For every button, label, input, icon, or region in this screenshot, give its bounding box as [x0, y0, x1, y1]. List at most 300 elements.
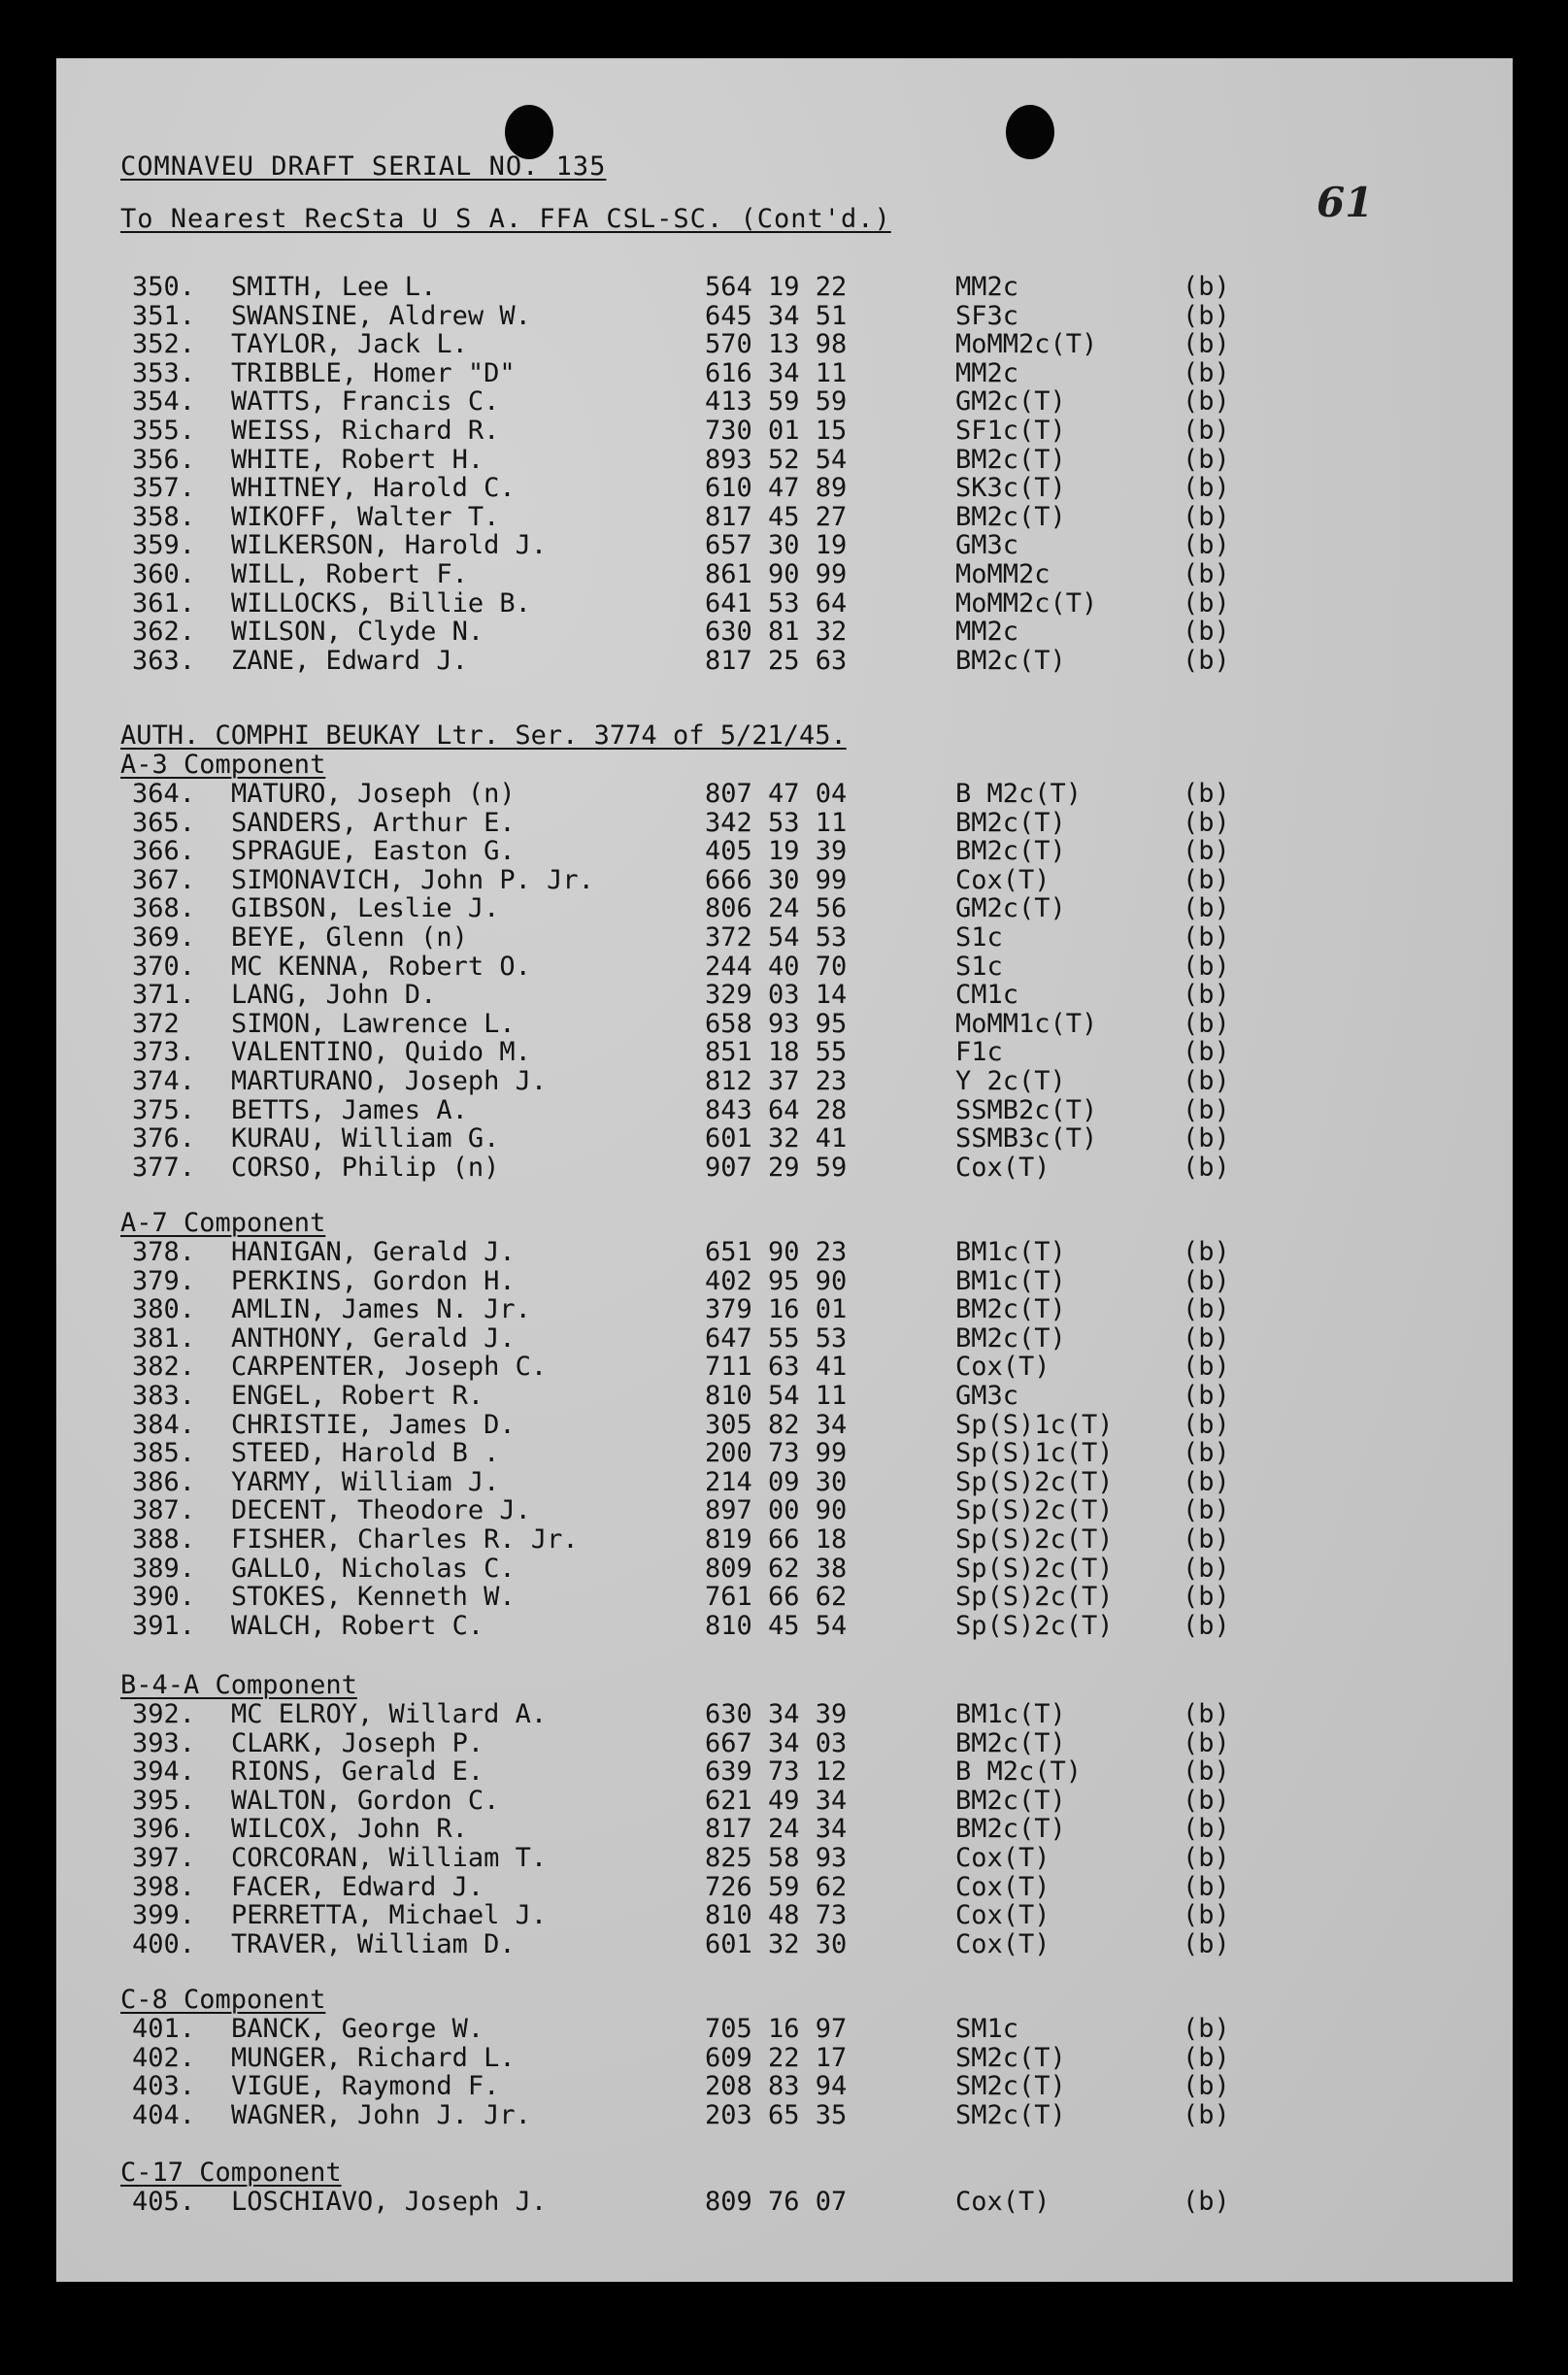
- rating: Sp(S)2c(T): [955, 1554, 1114, 1584]
- rating: BM2c(T): [955, 1786, 1066, 1816]
- status-code: (b): [1183, 808, 1230, 838]
- draft-serial-title: COMNAVEU DRAFT SERIAL NO. 135: [120, 151, 607, 182]
- row-number: 357.: [132, 473, 196, 503]
- rating: BM2c(T): [955, 808, 1066, 838]
- rating: MoMM2c(T): [955, 588, 1098, 619]
- status-code: (b): [1183, 1438, 1230, 1468]
- roster-row: [56, 779, 1513, 808]
- service-number: 601 32 30: [705, 1929, 848, 1959]
- row-number: 404.: [132, 2100, 196, 2130]
- rating: MoMM2c(T): [955, 329, 1098, 359]
- rating: BM1c(T): [955, 1699, 1066, 1729]
- rating: SF3c: [955, 301, 1019, 331]
- row-number: 370.: [132, 952, 196, 982]
- row-number: 395.: [132, 1786, 196, 1816]
- row-number: 351.: [132, 301, 196, 331]
- status-code: (b): [1183, 2100, 1230, 2130]
- roster-row: [56, 386, 1513, 416]
- rating: SSMB3c(T): [955, 1123, 1098, 1154]
- service-number: 761 66 62: [705, 1582, 848, 1612]
- rating: BM2c(T): [955, 1814, 1066, 1844]
- roster-row: [56, 1153, 1513, 1182]
- person-name: SPRAGUE, Easton G.: [231, 836, 516, 866]
- roster-row: [56, 2187, 1513, 2216]
- row-number: 369.: [132, 922, 196, 953]
- service-number: 907 29 59: [705, 1153, 848, 1183]
- rating: SM2c(T): [955, 2071, 1066, 2101]
- status-code: (b): [1183, 1611, 1230, 1641]
- status-code: (b): [1183, 2071, 1230, 2101]
- component-heading: A-7 Component: [120, 1208, 326, 1238]
- row-number: 365.: [132, 808, 196, 838]
- row-number: 366.: [132, 836, 196, 866]
- status-code: (b): [1183, 1495, 1230, 1525]
- person-name: MARTURANO, Joseph J.: [231, 1066, 548, 1096]
- row-number: 398.: [132, 1872, 196, 1902]
- person-name: CORSO, Philip (n): [231, 1153, 500, 1183]
- service-number: 621 49 34: [705, 1786, 848, 1816]
- status-code: (b): [1183, 1009, 1230, 1039]
- status-code: (b): [1183, 1294, 1230, 1324]
- rating: Sp(S)2c(T): [955, 1582, 1114, 1612]
- person-name: BANCK, George W.: [231, 2014, 484, 2044]
- rating: BM1c(T): [955, 1237, 1066, 1267]
- status-code: (b): [1183, 473, 1230, 503]
- service-number: 329 03 14: [705, 980, 848, 1010]
- status-code: (b): [1183, 1323, 1230, 1354]
- service-number: 705 16 97: [705, 2014, 848, 2044]
- status-code: (b): [1183, 329, 1230, 359]
- person-name: WHITE, Robert H.: [231, 445, 484, 475]
- status-code: (b): [1183, 1900, 1230, 1930]
- person-name: FACER, Edward J.: [231, 1872, 484, 1902]
- service-number: 726 59 62: [705, 1872, 848, 1902]
- person-name: SIMONAVICH, John P. Jr.: [231, 865, 594, 895]
- service-number: 200 73 99: [705, 1438, 848, 1468]
- roster-row: [56, 301, 1513, 330]
- row-number: 382.: [132, 1352, 196, 1382]
- person-name: SWANSINE, Aldrew W.: [231, 301, 531, 331]
- row-number: 353.: [132, 358, 196, 388]
- service-number: 610 47 89: [705, 473, 848, 503]
- service-number: 667 34 03: [705, 1728, 848, 1758]
- rating: Cox(T): [955, 1352, 1051, 1382]
- status-code: (b): [1183, 952, 1230, 982]
- roster-row: [56, 416, 1513, 445]
- rating: GM2c(T): [955, 386, 1066, 417]
- rating: SM1c: [955, 2014, 1019, 2044]
- rating: BM2c(T): [955, 1728, 1066, 1758]
- person-name: AMLIN, James N. Jr.: [231, 1294, 531, 1324]
- status-code: (b): [1183, 1352, 1230, 1382]
- row-number: 403.: [132, 2071, 196, 2101]
- roster-row: [56, 1066, 1513, 1095]
- status-code: (b): [1183, 1095, 1230, 1125]
- person-name: WILKERSON, Harold J.: [231, 530, 548, 560]
- rating: MM2c: [955, 272, 1019, 302]
- roster-row: [56, 1266, 1513, 1295]
- status-code: (b): [1183, 779, 1230, 809]
- person-name: ANTHONY, Gerald J.: [231, 1323, 516, 1354]
- person-name: WATTS, Francis C.: [231, 386, 500, 417]
- roster-row: [56, 952, 1513, 981]
- status-code: (b): [1183, 1237, 1230, 1267]
- status-code: (b): [1183, 2187, 1230, 2217]
- row-number: 386.: [132, 1467, 196, 1497]
- status-code: (b): [1183, 1699, 1230, 1729]
- roster-row: [56, 1843, 1513, 1872]
- roster-row: [56, 445, 1513, 474]
- row-number: 350.: [132, 272, 196, 302]
- rating: MoMM2c: [955, 559, 1051, 589]
- rating: Cox(T): [955, 865, 1051, 895]
- person-name: WEISS, Richard R.: [231, 416, 500, 446]
- row-number: 362.: [132, 617, 196, 647]
- row-number: 405.: [132, 2187, 196, 2217]
- person-name: FISHER, Charles R. Jr.: [231, 1524, 579, 1555]
- row-number: 392.: [132, 1699, 196, 1729]
- service-number: 641 53 64: [705, 588, 848, 619]
- row-number: 359.: [132, 530, 196, 560]
- person-name: GALLO, Nicholas C.: [231, 1554, 516, 1584]
- rating: Sp(S)2c(T): [955, 1524, 1114, 1555]
- row-number: 373.: [132, 1037, 196, 1067]
- roster-row: [56, 1756, 1513, 1786]
- person-name: WIKOFF, Walter T.: [231, 502, 500, 532]
- roster-row: [56, 329, 1513, 358]
- service-number: 402 95 90: [705, 1266, 848, 1296]
- person-name: DECENT, Theodore J.: [231, 1495, 531, 1525]
- roster-row: [56, 1929, 1513, 1958]
- row-number: 363.: [132, 646, 196, 676]
- roster-row: [56, 1495, 1513, 1524]
- roster-row: [56, 1611, 1513, 1640]
- roster-row: [56, 559, 1513, 588]
- status-code: (b): [1183, 1843, 1230, 1873]
- row-number: 355.: [132, 416, 196, 446]
- status-code: (b): [1183, 1786, 1230, 1816]
- rating: Sp(S)2c(T): [955, 1495, 1114, 1525]
- status-code: (b): [1183, 588, 1230, 619]
- service-number: 564 19 22: [705, 272, 848, 302]
- status-code: (b): [1183, 865, 1230, 895]
- component-heading: A-3 Component: [120, 750, 326, 780]
- row-number: 385.: [132, 1438, 196, 1468]
- roster-row: [56, 1467, 1513, 1496]
- rating: F1c: [955, 1037, 1003, 1067]
- row-number: 375.: [132, 1095, 196, 1125]
- rating: SK3c(T): [955, 473, 1066, 503]
- row-number: 402.: [132, 2043, 196, 2073]
- rating: Cox(T): [955, 1929, 1051, 1959]
- row-number: 367.: [132, 865, 196, 895]
- row-number: 401.: [132, 2014, 196, 2044]
- status-code: (b): [1183, 358, 1230, 388]
- service-number: 609 22 17: [705, 2043, 848, 2073]
- status-code: (b): [1183, 1929, 1230, 1959]
- rating: BM2c(T): [955, 502, 1066, 532]
- row-number: 354.: [132, 386, 196, 417]
- person-name: TAYLOR, Jack L.: [231, 329, 468, 359]
- rating: Sp(S)1c(T): [955, 1438, 1114, 1468]
- row-number: 358.: [132, 502, 196, 532]
- service-number: 342 53 11: [705, 808, 848, 838]
- status-code: (b): [1183, 1728, 1230, 1758]
- person-name: VIGUE, Raymond F.: [231, 2071, 500, 2101]
- person-name: STOKES, Kenneth W.: [231, 1582, 516, 1612]
- rating: MM2c: [955, 358, 1019, 388]
- person-name: WAGNER, John J. Jr.: [231, 2100, 531, 2130]
- service-number: 817 45 27: [705, 502, 848, 532]
- person-name: SMITH, Lee L.: [231, 272, 437, 302]
- rating: S1c: [955, 952, 1003, 982]
- punch-hole: [1006, 105, 1054, 159]
- rating: BM2c(T): [955, 646, 1066, 676]
- rating: SF1c(T): [955, 416, 1066, 446]
- status-code: (b): [1183, 893, 1230, 923]
- roster-row: [56, 1699, 1513, 1728]
- service-number: 893 52 54: [705, 445, 848, 475]
- roster-row: [56, 1123, 1513, 1153]
- row-number: 376.: [132, 1123, 196, 1154]
- roster-row: [56, 272, 1513, 301]
- service-number: 305 82 34: [705, 1410, 848, 1440]
- rating: MoMM1c(T): [955, 1009, 1098, 1039]
- roster-row: [56, 893, 1513, 922]
- service-number: 812 37 23: [705, 1066, 848, 1096]
- person-name: CARPENTER, Joseph C.: [231, 1352, 548, 1382]
- row-number: 380.: [132, 1294, 196, 1324]
- row-number: 371.: [132, 980, 196, 1010]
- rating: CM1c: [955, 980, 1019, 1010]
- roster-row: [56, 808, 1513, 837]
- component-heading: C-8 Component: [120, 1985, 326, 2015]
- row-number: 391.: [132, 1611, 196, 1641]
- status-code: (b): [1183, 1266, 1230, 1296]
- roster-row: [56, 1786, 1513, 1815]
- person-name: WHITNEY, Harold C.: [231, 473, 516, 503]
- service-number: 711 63 41: [705, 1352, 848, 1382]
- person-name: ENGEL, Robert R.: [231, 1381, 484, 1411]
- roster-row: [56, 646, 1513, 675]
- roster-row: [56, 502, 1513, 531]
- service-number: 208 83 94: [705, 2071, 848, 2101]
- person-name: WILLOCKS, Billie B.: [231, 588, 531, 619]
- service-number: 214 09 30: [705, 1467, 848, 1497]
- component-heading: C-17 Component: [120, 2158, 342, 2188]
- service-number: 843 64 28: [705, 1095, 848, 1125]
- service-number: 630 34 39: [705, 1699, 848, 1729]
- service-number: 861 90 99: [705, 559, 848, 589]
- row-number: 360.: [132, 559, 196, 589]
- service-number: 825 58 93: [705, 1843, 848, 1873]
- service-number: 601 32 41: [705, 1123, 848, 1154]
- person-name: VALENTINO, Quido M.: [231, 1037, 531, 1067]
- status-code: (b): [1183, 980, 1230, 1010]
- person-name: LOSCHIAVO, Joseph J.: [231, 2187, 548, 2217]
- person-name: MUNGER, Richard L.: [231, 2043, 516, 2073]
- person-name: TRAVER, William D.: [231, 1929, 516, 1959]
- service-number: 630 81 32: [705, 617, 848, 647]
- service-number: 658 93 95: [705, 1009, 848, 1039]
- person-name: PERRETTA, Michael J.: [231, 1900, 548, 1930]
- row-number: 387.: [132, 1495, 196, 1525]
- service-number: 651 90 23: [705, 1237, 848, 1267]
- rating: B M2c(T): [955, 779, 1083, 809]
- service-number: 810 54 11: [705, 1381, 848, 1411]
- status-code: (b): [1183, 1582, 1230, 1612]
- person-name: ZANE, Edward J.: [231, 646, 468, 676]
- row-number: 352.: [132, 329, 196, 359]
- service-number: 809 62 38: [705, 1554, 848, 1584]
- row-number: 388.: [132, 1524, 196, 1555]
- rating: BM2c(T): [955, 1323, 1066, 1354]
- row-number: 399.: [132, 1900, 196, 1930]
- row-number: 383.: [132, 1381, 196, 1411]
- status-code: (b): [1183, 1814, 1230, 1844]
- status-code: (b): [1183, 617, 1230, 647]
- status-code: (b): [1183, 502, 1230, 532]
- rating: GM3c: [955, 1381, 1019, 1411]
- roster-row: [56, 1872, 1513, 1901]
- service-number: 570 13 98: [705, 329, 848, 359]
- status-code: (b): [1183, 1410, 1230, 1440]
- component-heading: B-4-A Component: [120, 1670, 357, 1700]
- person-name: LANG, John D.: [231, 980, 437, 1010]
- rating: Y 2c(T): [955, 1066, 1066, 1096]
- roster-row: [56, 1381, 1513, 1410]
- person-name: WALTON, Gordon C.: [231, 1786, 500, 1816]
- status-code: (b): [1183, 922, 1230, 953]
- status-code: (b): [1183, 1554, 1230, 1584]
- roster-row: [56, 2014, 1513, 2043]
- status-code: (b): [1183, 301, 1230, 331]
- roster-row: [56, 1294, 1513, 1323]
- row-number: 379.: [132, 1266, 196, 1296]
- row-number: 393.: [132, 1728, 196, 1758]
- destination-subtitle: To Nearest RecSta U S A. FFA CSL-SC. (Cont'd.): [120, 204, 891, 234]
- rating: SM2c(T): [955, 2043, 1066, 2073]
- status-code: (b): [1183, 272, 1230, 302]
- status-code: (b): [1183, 2014, 1230, 2044]
- roster-row: [56, 358, 1513, 387]
- rating: Sp(S)2c(T): [955, 1467, 1114, 1497]
- roster-row: [56, 1524, 1513, 1554]
- roster-row: [56, 1095, 1513, 1124]
- service-number: 657 30 19: [705, 530, 848, 560]
- roster-row: [56, 1554, 1513, 1583]
- rating: GM2c(T): [955, 893, 1066, 923]
- service-number: 810 48 73: [705, 1900, 848, 1930]
- person-name: HANIGAN, Gerald J.: [231, 1237, 516, 1267]
- roster-row: [56, 588, 1513, 618]
- status-code: (b): [1183, 646, 1230, 676]
- rating: Sp(S)2c(T): [955, 1611, 1114, 1641]
- rating: Cox(T): [955, 2187, 1051, 2217]
- person-name: WILCOX, John R.: [231, 1814, 468, 1844]
- rating: BM1c(T): [955, 1266, 1066, 1296]
- status-code: (b): [1183, 1153, 1230, 1183]
- status-code: (b): [1183, 1037, 1230, 1067]
- row-number: 361.: [132, 588, 196, 619]
- row-number: 381.: [132, 1323, 196, 1354]
- authority-line: AUTH. COMPHI BEUKAY Ltr. Ser. 3774 of 5/21/45.: [120, 720, 847, 751]
- roster-row: [56, 1582, 1513, 1611]
- status-code: (b): [1183, 1872, 1230, 1902]
- status-code: (b): [1183, 445, 1230, 475]
- person-name: WALCH, Robert C.: [231, 1611, 484, 1641]
- service-number: 405 19 39: [705, 836, 848, 866]
- service-number: 807 47 04: [705, 779, 848, 809]
- roster-row: [56, 980, 1513, 1009]
- row-number: 390.: [132, 1582, 196, 1612]
- service-number: 810 45 54: [705, 1611, 848, 1641]
- row-number: 400.: [132, 1929, 196, 1959]
- service-number: 817 24 34: [705, 1814, 848, 1844]
- page-number: 61: [1317, 179, 1374, 226]
- status-code: (b): [1183, 530, 1230, 560]
- service-number: 806 24 56: [705, 893, 848, 923]
- rating: BM2c(T): [955, 1294, 1066, 1324]
- person-name: MC ELROY, Willard A.: [231, 1699, 548, 1729]
- rating: Cox(T): [955, 1900, 1051, 1930]
- rating: BM2c(T): [955, 445, 1066, 475]
- status-code: (b): [1183, 416, 1230, 446]
- row-number: 389.: [132, 1554, 196, 1584]
- roster-row: [56, 1237, 1513, 1266]
- rating: Cox(T): [955, 1153, 1051, 1183]
- rating: MM2c: [955, 617, 1019, 647]
- person-name: YARMY, William J.: [231, 1467, 500, 1497]
- roster-row: [56, 473, 1513, 502]
- roster-row: [56, 1352, 1513, 1381]
- service-number: 809 76 07: [705, 2187, 848, 2217]
- person-name: WILL, Robert F.: [231, 559, 468, 589]
- roster-row: [56, 1323, 1513, 1353]
- service-number: 244 40 70: [705, 952, 848, 982]
- rating: Cox(T): [955, 1843, 1051, 1873]
- status-code: (b): [1183, 1467, 1230, 1497]
- roster-row: [56, 1438, 1513, 1467]
- service-number: 666 30 99: [705, 865, 848, 895]
- rating: BM2c(T): [955, 836, 1066, 866]
- service-number: 851 18 55: [705, 1037, 848, 1067]
- row-number: 394.: [132, 1756, 196, 1787]
- row-number: 368.: [132, 893, 196, 923]
- person-name: SIMON, Lawrence L.: [231, 1009, 516, 1039]
- row-number: 374.: [132, 1066, 196, 1096]
- service-number: 413 59 59: [705, 386, 848, 417]
- person-name: KURAU, William G.: [231, 1123, 500, 1154]
- row-number: 384.: [132, 1410, 196, 1440]
- person-name: CLARK, Joseph P.: [231, 1728, 484, 1758]
- status-code: (b): [1183, 1123, 1230, 1154]
- service-number: 203 65 35: [705, 2100, 848, 2130]
- status-code: (b): [1183, 836, 1230, 866]
- roster-row: [56, 1410, 1513, 1439]
- person-name: RIONS, Gerald E.: [231, 1756, 484, 1787]
- person-name: MATURO, Joseph (n): [231, 779, 516, 809]
- roster-row: [56, 922, 1513, 952]
- roster-row: [56, 1728, 1513, 1757]
- roster-row: [56, 2071, 1513, 2100]
- service-number: 372 54 53: [705, 922, 848, 953]
- rating: Sp(S)1c(T): [955, 1410, 1114, 1440]
- person-name: WILSON, Clyde N.: [231, 617, 484, 647]
- row-number: 377.: [132, 1153, 196, 1183]
- service-number: 897 00 90: [705, 1495, 848, 1525]
- rating: Cox(T): [955, 1872, 1051, 1902]
